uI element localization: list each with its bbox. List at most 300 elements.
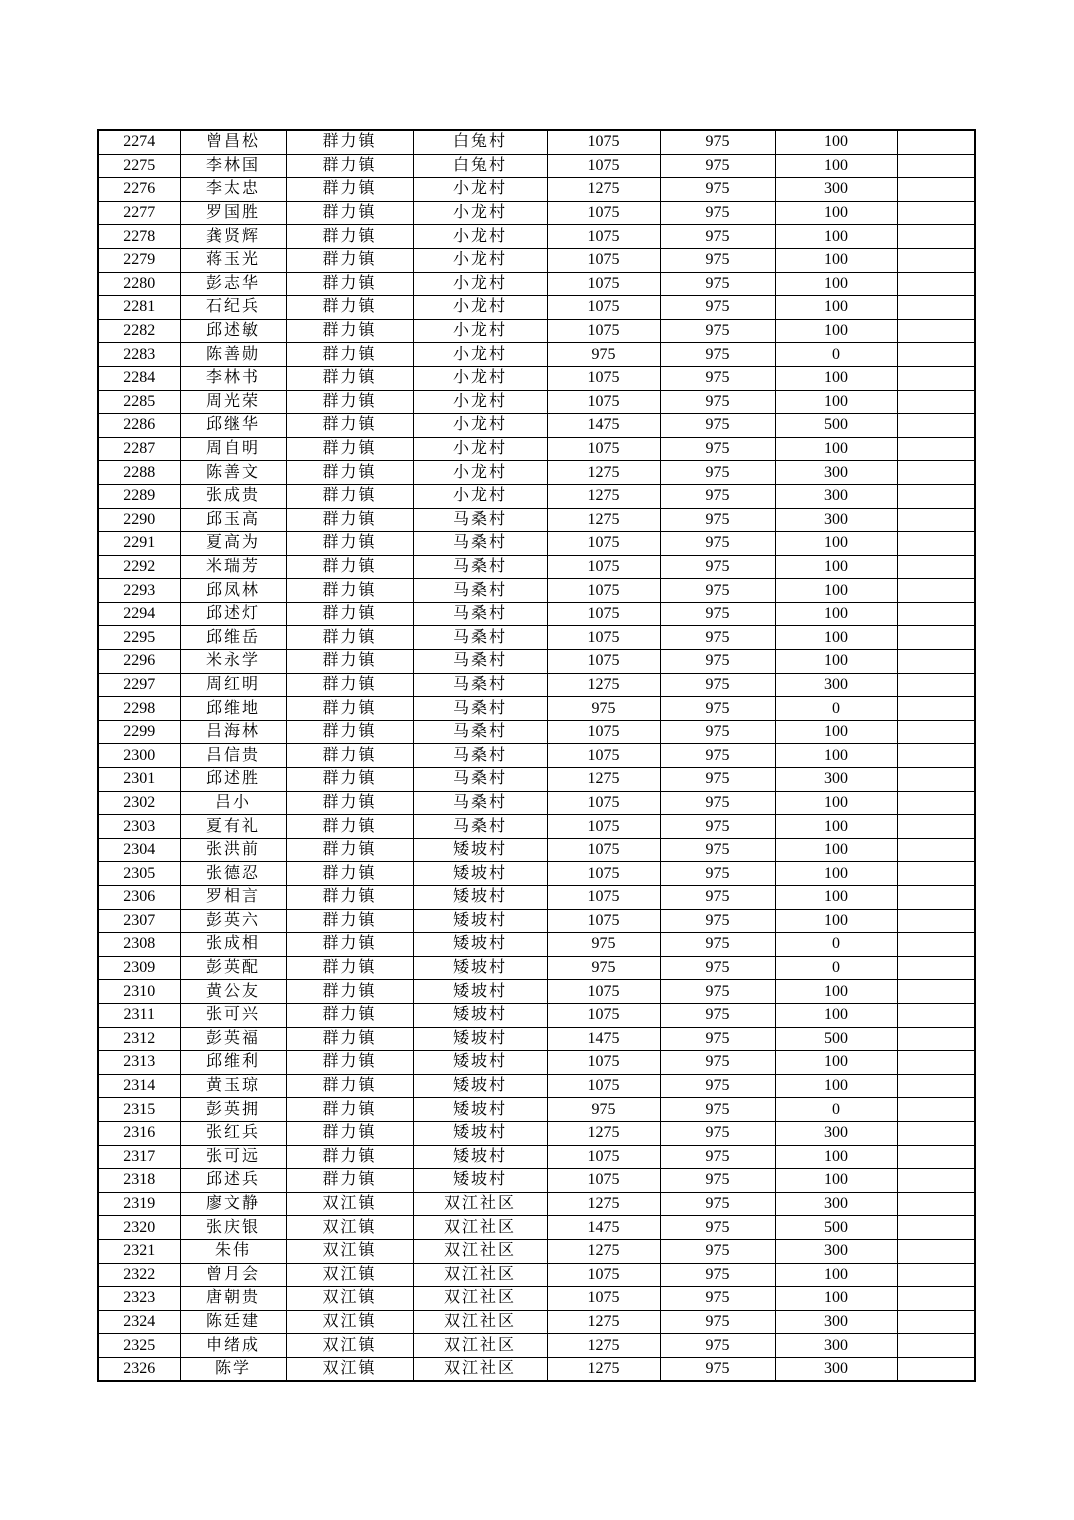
- difference-cell: 100: [775, 791, 897, 815]
- village-cell: 马桑村: [413, 532, 547, 556]
- serial-no-cell: 2274: [98, 130, 180, 154]
- amount-a-cell: 1075: [547, 390, 660, 414]
- amount-a-cell: 1075: [547, 909, 660, 933]
- amount-a-cell: 1075: [547, 1051, 660, 1075]
- village-cell: 矮坡村: [413, 933, 547, 957]
- serial-no-cell: 2275: [98, 154, 180, 178]
- name-cell: 陈善勋: [180, 343, 286, 367]
- table-row: [98, 201, 975, 225]
- town-cell: 群力镇: [286, 909, 413, 933]
- remark-cell: [897, 1310, 975, 1334]
- name-cell: 蒋玉光: [180, 248, 286, 272]
- village-cell: 矮坡村: [413, 980, 547, 1004]
- serial-no-cell: 2321: [98, 1239, 180, 1263]
- village-cell: 白兔村: [413, 130, 547, 154]
- remark-cell: [897, 130, 975, 154]
- table-row: [98, 1169, 975, 1193]
- name-cell: 朱伟: [180, 1239, 286, 1263]
- amount-a-cell: 1075: [547, 626, 660, 650]
- name-cell: 李林书: [180, 366, 286, 390]
- remark-cell: [897, 1216, 975, 1240]
- village-cell: 小龙村: [413, 225, 547, 249]
- table-row: [98, 886, 975, 910]
- name-cell: 彭志华: [180, 272, 286, 296]
- table-row: [98, 626, 975, 650]
- village-cell: 马桑村: [413, 768, 547, 792]
- town-cell: 群力镇: [286, 1098, 413, 1122]
- table-row: [98, 1003, 975, 1027]
- difference-cell: 100: [775, 1145, 897, 1169]
- town-cell: 群力镇: [286, 579, 413, 603]
- amount-b-cell: 975: [660, 1216, 775, 1240]
- village-cell: 双江社区: [413, 1239, 547, 1263]
- amount-b-cell: 975: [660, 508, 775, 532]
- difference-cell: 100: [775, 1003, 897, 1027]
- difference-cell: 100: [775, 720, 897, 744]
- village-cell: 小龙村: [413, 343, 547, 367]
- amount-a-cell: 975: [547, 343, 660, 367]
- amount-a-cell: 1275: [547, 508, 660, 532]
- village-cell: 双江社区: [413, 1216, 547, 1240]
- table-row: [98, 838, 975, 862]
- difference-cell: 100: [775, 909, 897, 933]
- town-cell: 群力镇: [286, 626, 413, 650]
- amount-b-cell: 975: [660, 461, 775, 485]
- village-cell: 双江社区: [413, 1192, 547, 1216]
- serial-no-cell: 2307: [98, 909, 180, 933]
- remark-cell: [897, 1098, 975, 1122]
- name-cell: 张可远: [180, 1145, 286, 1169]
- remark-cell: [897, 720, 975, 744]
- village-cell: 小龙村: [413, 201, 547, 225]
- amount-a-cell: 1075: [547, 201, 660, 225]
- name-cell: 邱凤林: [180, 579, 286, 603]
- difference-cell: 100: [775, 1263, 897, 1287]
- village-cell: 双江社区: [413, 1334, 547, 1358]
- difference-cell: 100: [775, 650, 897, 674]
- amount-a-cell: 1275: [547, 1192, 660, 1216]
- town-cell: 群力镇: [286, 1051, 413, 1075]
- amount-b-cell: 975: [660, 414, 775, 438]
- remark-cell: [897, 272, 975, 296]
- village-cell: 小龙村: [413, 178, 547, 202]
- name-cell: 邱维岳: [180, 626, 286, 650]
- remark-cell: [897, 673, 975, 697]
- remark-cell: [897, 909, 975, 933]
- amount-a-cell: 1275: [547, 178, 660, 202]
- table-row: [98, 1121, 975, 1145]
- remark-cell: [897, 933, 975, 957]
- amount-a-cell: 1075: [547, 319, 660, 343]
- name-cell: 夏有礼: [180, 815, 286, 839]
- serial-no-cell: 2310: [98, 980, 180, 1004]
- name-cell: 曾昌松: [180, 130, 286, 154]
- difference-cell: 100: [775, 201, 897, 225]
- difference-cell: 500: [775, 1027, 897, 1051]
- amount-a-cell: 1075: [547, 1074, 660, 1098]
- difference-cell: 0: [775, 1098, 897, 1122]
- amount-a-cell: 1075: [547, 366, 660, 390]
- table-row: [98, 791, 975, 815]
- town-cell: 群力镇: [286, 1027, 413, 1051]
- table-row: [98, 225, 975, 249]
- town-cell: 群力镇: [286, 414, 413, 438]
- remark-cell: [897, 579, 975, 603]
- amount-b-cell: 975: [660, 768, 775, 792]
- difference-cell: 500: [775, 414, 897, 438]
- remark-cell: [897, 508, 975, 532]
- table-row: [98, 862, 975, 886]
- town-cell: 群力镇: [286, 838, 413, 862]
- difference-cell: 100: [775, 532, 897, 556]
- serial-no-cell: 2296: [98, 650, 180, 674]
- amount-b-cell: 975: [660, 1357, 775, 1381]
- village-cell: 马桑村: [413, 579, 547, 603]
- difference-cell: 100: [775, 1287, 897, 1311]
- name-cell: 邱维地: [180, 697, 286, 721]
- name-cell: 陈善文: [180, 461, 286, 485]
- amount-a-cell: 1075: [547, 532, 660, 556]
- amount-b-cell: 975: [660, 886, 775, 910]
- name-cell: 罗相言: [180, 886, 286, 910]
- amount-b-cell: 975: [660, 437, 775, 461]
- remark-cell: [897, 1169, 975, 1193]
- table-row: [98, 461, 975, 485]
- table-row: [98, 437, 975, 461]
- difference-cell: 100: [775, 1051, 897, 1075]
- remark-cell: [897, 1263, 975, 1287]
- amount-a-cell: 1075: [547, 1287, 660, 1311]
- name-cell: 彭英拥: [180, 1098, 286, 1122]
- difference-cell: 100: [775, 154, 897, 178]
- town-cell: 群力镇: [286, 319, 413, 343]
- town-cell: 群力镇: [286, 178, 413, 202]
- village-cell: 小龙村: [413, 461, 547, 485]
- remark-cell: [897, 1003, 975, 1027]
- amount-b-cell: 975: [660, 1287, 775, 1311]
- table-row: [98, 390, 975, 414]
- town-cell: 双江镇: [286, 1357, 413, 1381]
- remark-cell: [897, 1287, 975, 1311]
- amount-b-cell: 975: [660, 390, 775, 414]
- difference-cell: 100: [775, 272, 897, 296]
- table-row: [98, 720, 975, 744]
- table-row: [98, 815, 975, 839]
- amount-b-cell: 975: [660, 602, 775, 626]
- difference-cell: 100: [775, 838, 897, 862]
- town-cell: 群力镇: [286, 956, 413, 980]
- village-cell: 双江社区: [413, 1287, 547, 1311]
- amount-a-cell: 1475: [547, 1027, 660, 1051]
- table-row: [98, 1098, 975, 1122]
- table-row: [98, 579, 975, 603]
- serial-no-cell: 2323: [98, 1287, 180, 1311]
- amount-b-cell: 975: [660, 980, 775, 1004]
- name-cell: 彭英六: [180, 909, 286, 933]
- village-cell: 小龙村: [413, 272, 547, 296]
- serial-no-cell: 2317: [98, 1145, 180, 1169]
- village-cell: 小龙村: [413, 366, 547, 390]
- table-row: [98, 532, 975, 556]
- amount-b-cell: 975: [660, 1098, 775, 1122]
- remark-cell: [897, 319, 975, 343]
- town-cell: 群力镇: [286, 744, 413, 768]
- serial-no-cell: 2308: [98, 933, 180, 957]
- remark-cell: [897, 390, 975, 414]
- town-cell: 群力镇: [286, 980, 413, 1004]
- amount-b-cell: 975: [660, 1192, 775, 1216]
- remark-cell: [897, 697, 975, 721]
- name-cell: 龚贤辉: [180, 225, 286, 249]
- table-row: [98, 248, 975, 272]
- amount-a-cell: 1075: [547, 579, 660, 603]
- town-cell: 群力镇: [286, 1169, 413, 1193]
- village-cell: 马桑村: [413, 744, 547, 768]
- difference-cell: 100: [775, 296, 897, 320]
- table-row: [98, 1357, 975, 1381]
- amount-a-cell: 1075: [547, 815, 660, 839]
- remark-cell: [897, 626, 975, 650]
- difference-cell: 300: [775, 673, 897, 697]
- town-cell: 群力镇: [286, 555, 413, 579]
- name-cell: 黄公友: [180, 980, 286, 1004]
- amount-a-cell: 1275: [547, 1334, 660, 1358]
- amount-b-cell: 975: [660, 1239, 775, 1263]
- table-row: [98, 343, 975, 367]
- amount-a-cell: 1075: [547, 602, 660, 626]
- village-cell: 小龙村: [413, 319, 547, 343]
- village-cell: 矮坡村: [413, 1003, 547, 1027]
- table-row: [98, 744, 975, 768]
- town-cell: 群力镇: [286, 720, 413, 744]
- table-row: [98, 366, 975, 390]
- amount-a-cell: 1075: [547, 838, 660, 862]
- amount-b-cell: 975: [660, 909, 775, 933]
- amount-b-cell: 975: [660, 1074, 775, 1098]
- difference-cell: 300: [775, 461, 897, 485]
- town-cell: 群力镇: [286, 815, 413, 839]
- serial-no-cell: 2298: [98, 697, 180, 721]
- amount-b-cell: 975: [660, 1310, 775, 1334]
- amount-b-cell: 975: [660, 579, 775, 603]
- amount-a-cell: 1275: [547, 1310, 660, 1334]
- serial-no-cell: 2295: [98, 626, 180, 650]
- difference-cell: 300: [775, 508, 897, 532]
- difference-cell: 100: [775, 390, 897, 414]
- amount-b-cell: 975: [660, 178, 775, 202]
- name-cell: 周自明: [180, 437, 286, 461]
- name-cell: 邱述灯: [180, 602, 286, 626]
- serial-no-cell: 2284: [98, 366, 180, 390]
- village-cell: 马桑村: [413, 508, 547, 532]
- serial-no-cell: 2285: [98, 390, 180, 414]
- town-cell: 群力镇: [286, 1003, 413, 1027]
- name-cell: 邱述敏: [180, 319, 286, 343]
- amount-b-cell: 975: [660, 225, 775, 249]
- amount-b-cell: 975: [660, 366, 775, 390]
- amount-b-cell: 975: [660, 1003, 775, 1027]
- amount-b-cell: 975: [660, 484, 775, 508]
- village-cell: 双江社区: [413, 1263, 547, 1287]
- serial-no-cell: 2303: [98, 815, 180, 839]
- serial-no-cell: 2292: [98, 555, 180, 579]
- town-cell: 群力镇: [286, 650, 413, 674]
- serial-no-cell: 2312: [98, 1027, 180, 1051]
- table-row: [98, 673, 975, 697]
- village-cell: 小龙村: [413, 414, 547, 438]
- difference-cell: 0: [775, 343, 897, 367]
- table-row: [98, 484, 975, 508]
- amount-a-cell: 975: [547, 1098, 660, 1122]
- name-cell: 唐朝贵: [180, 1287, 286, 1311]
- difference-cell: 100: [775, 366, 897, 390]
- name-cell: 张庆银: [180, 1216, 286, 1240]
- remark-cell: [897, 815, 975, 839]
- difference-cell: 0: [775, 697, 897, 721]
- town-cell: 群力镇: [286, 933, 413, 957]
- amount-a-cell: 1075: [547, 555, 660, 579]
- serial-no-cell: 2313: [98, 1051, 180, 1075]
- amount-b-cell: 975: [660, 626, 775, 650]
- amount-b-cell: 975: [660, 1121, 775, 1145]
- serial-no-cell: 2316: [98, 1121, 180, 1145]
- town-cell: 双江镇: [286, 1310, 413, 1334]
- difference-cell: 100: [775, 555, 897, 579]
- town-cell: 群力镇: [286, 532, 413, 556]
- serial-no-cell: 2315: [98, 1098, 180, 1122]
- serial-no-cell: 2280: [98, 272, 180, 296]
- amount-b-cell: 975: [660, 673, 775, 697]
- amount-b-cell: 975: [660, 720, 775, 744]
- amount-b-cell: 975: [660, 272, 775, 296]
- name-cell: 吕小: [180, 791, 286, 815]
- difference-cell: 0: [775, 933, 897, 957]
- roster-table: [97, 129, 976, 1382]
- table-row: [98, 1239, 975, 1263]
- remark-cell: [897, 791, 975, 815]
- town-cell: 双江镇: [286, 1334, 413, 1358]
- remark-cell: [897, 1357, 975, 1381]
- table-row: [98, 296, 975, 320]
- amount-b-cell: 975: [660, 1027, 775, 1051]
- remark-cell: [897, 437, 975, 461]
- amount-b-cell: 975: [660, 791, 775, 815]
- table-row: [98, 980, 975, 1004]
- remark-cell: [897, 768, 975, 792]
- name-cell: 张成贵: [180, 484, 286, 508]
- serial-no-cell: 2282: [98, 319, 180, 343]
- difference-cell: 300: [775, 1121, 897, 1145]
- amount-a-cell: 1275: [547, 673, 660, 697]
- village-cell: 马桑村: [413, 555, 547, 579]
- name-cell: 彭英配: [180, 956, 286, 980]
- town-cell: 群力镇: [286, 1074, 413, 1098]
- remark-cell: [897, 1145, 975, 1169]
- village-cell: 小龙村: [413, 390, 547, 414]
- remark-cell: [897, 862, 975, 886]
- village-cell: 矮坡村: [413, 886, 547, 910]
- amount-a-cell: 1075: [547, 862, 660, 886]
- difference-cell: 300: [775, 768, 897, 792]
- town-cell: 群力镇: [286, 201, 413, 225]
- difference-cell: 300: [775, 1310, 897, 1334]
- village-cell: 马桑村: [413, 697, 547, 721]
- serial-no-cell: 2306: [98, 886, 180, 910]
- table-row: [98, 1074, 975, 1098]
- serial-no-cell: 2299: [98, 720, 180, 744]
- remark-cell: [897, 178, 975, 202]
- village-cell: 马桑村: [413, 720, 547, 744]
- amount-b-cell: 975: [660, 1145, 775, 1169]
- town-cell: 群力镇: [286, 366, 413, 390]
- serial-no-cell: 2290: [98, 508, 180, 532]
- town-cell: 群力镇: [286, 768, 413, 792]
- remark-cell: [897, 366, 975, 390]
- serial-no-cell: 2322: [98, 1263, 180, 1287]
- remark-cell: [897, 1192, 975, 1216]
- town-cell: 双江镇: [286, 1287, 413, 1311]
- village-cell: 小龙村: [413, 248, 547, 272]
- village-cell: 马桑村: [413, 791, 547, 815]
- amount-a-cell: 975: [547, 956, 660, 980]
- remark-cell: [897, 343, 975, 367]
- serial-no-cell: 2278: [98, 225, 180, 249]
- town-cell: 群力镇: [286, 791, 413, 815]
- roster-body: [98, 130, 975, 1381]
- table-row: [98, 178, 975, 202]
- village-cell: 矮坡村: [413, 1145, 547, 1169]
- difference-cell: 300: [775, 1357, 897, 1381]
- name-cell: 周光荣: [180, 390, 286, 414]
- town-cell: 群力镇: [286, 673, 413, 697]
- amount-b-cell: 975: [660, 130, 775, 154]
- difference-cell: 100: [775, 886, 897, 910]
- name-cell: 陈廷建: [180, 1310, 286, 1334]
- name-cell: 米瑞芳: [180, 555, 286, 579]
- village-cell: 双江社区: [413, 1310, 547, 1334]
- remark-cell: [897, 154, 975, 178]
- serial-no-cell: 2289: [98, 484, 180, 508]
- village-cell: 马桑村: [413, 602, 547, 626]
- amount-a-cell: 1075: [547, 791, 660, 815]
- town-cell: 群力镇: [286, 154, 413, 178]
- amount-b-cell: 975: [660, 555, 775, 579]
- village-cell: 矮坡村: [413, 909, 547, 933]
- name-cell: 张成相: [180, 933, 286, 957]
- amount-a-cell: 1075: [547, 744, 660, 768]
- difference-cell: 500: [775, 1216, 897, 1240]
- serial-no-cell: 2301: [98, 768, 180, 792]
- town-cell: 群力镇: [286, 886, 413, 910]
- name-cell: 邱继华: [180, 414, 286, 438]
- table-row: [98, 1287, 975, 1311]
- town-cell: 群力镇: [286, 461, 413, 485]
- table-row: [98, 1263, 975, 1287]
- serial-no-cell: 2309: [98, 956, 180, 980]
- remark-cell: [897, 1121, 975, 1145]
- remark-cell: [897, 956, 975, 980]
- amount-a-cell: 1075: [547, 437, 660, 461]
- remark-cell: [897, 225, 975, 249]
- remark-cell: [897, 1334, 975, 1358]
- village-cell: 小龙村: [413, 296, 547, 320]
- serial-no-cell: 2326: [98, 1357, 180, 1381]
- table-row: [98, 602, 975, 626]
- table-row: [98, 1334, 975, 1358]
- table-row: [98, 933, 975, 957]
- remark-cell: [897, 461, 975, 485]
- serial-no-cell: 2324: [98, 1310, 180, 1334]
